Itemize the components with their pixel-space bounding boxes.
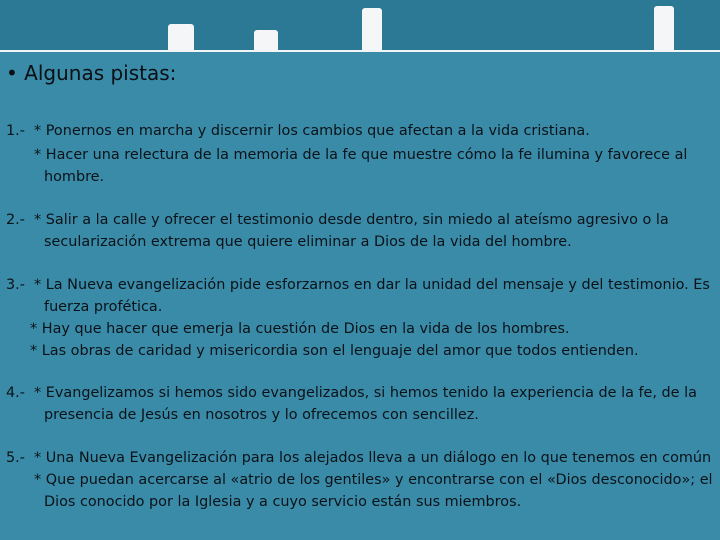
item-line: * Salir a la calle y ofrecer el testimonio desde dentro, sin miedo al ateísmo agresivo o la xyxy=(34,212,669,228)
item-number: 5.- xyxy=(6,450,25,466)
item-line: * Una Nueva Evangelización para los alejados lleva a un diálogo en lo que tenemos en común xyxy=(34,450,712,466)
decorative-figure xyxy=(254,30,278,50)
item-number: 4.- xyxy=(6,385,25,401)
decorative-figure xyxy=(168,24,194,50)
item-line: * Evangelizamos si hemos sido evangelizados, si hemos tenido la experiencia de la fe, de la xyxy=(34,385,697,401)
item-number: 1.- xyxy=(6,123,25,139)
item-line: secularización extrema que quiere eliminar a Dios de la vida del hombre. xyxy=(44,234,572,250)
item-line: * Ponernos en marcha y discernir los cambios que afectan a la vida cristiana. xyxy=(34,123,590,139)
item-line: hombre. xyxy=(44,169,105,185)
content-panel xyxy=(0,52,720,540)
item-number: 2.- xyxy=(6,212,25,228)
item-line: fuerza profética. xyxy=(44,299,163,315)
item-line: * Hacer una relectura de la memoria de la fe que muestre cómo la fe ilumina y favorece al xyxy=(34,147,688,163)
item-number: 3.- xyxy=(6,277,25,293)
decorative-figure xyxy=(362,8,382,50)
item-line: * Que puedan acercarse al «atrio de los gentiles» y encontrarse con el «Dios desconocido»; el xyxy=(34,472,713,488)
item-line: * Hay que hacer que emerja la cuestión de Dios en la vida de los hombres. xyxy=(30,321,570,337)
item-line: presencia de Jesús en nosotros y lo ofrecemos con sencillez. xyxy=(44,407,479,423)
slide-heading: • Algunas pistas: xyxy=(6,61,177,85)
item-line: * Las obras de caridad y misericordia son el lenguaje del amor que todos entienden. xyxy=(30,343,639,359)
item-line: Dios conocido por la Iglesia y a cuyo servicio están sus miembros. xyxy=(44,494,522,510)
item-line: * La Nueva evangelización pide esforzarnos en dar la unidad del mensaje y del testimonio. Es xyxy=(34,277,710,293)
decorative-figure xyxy=(654,6,674,50)
header-decoration xyxy=(0,0,720,50)
